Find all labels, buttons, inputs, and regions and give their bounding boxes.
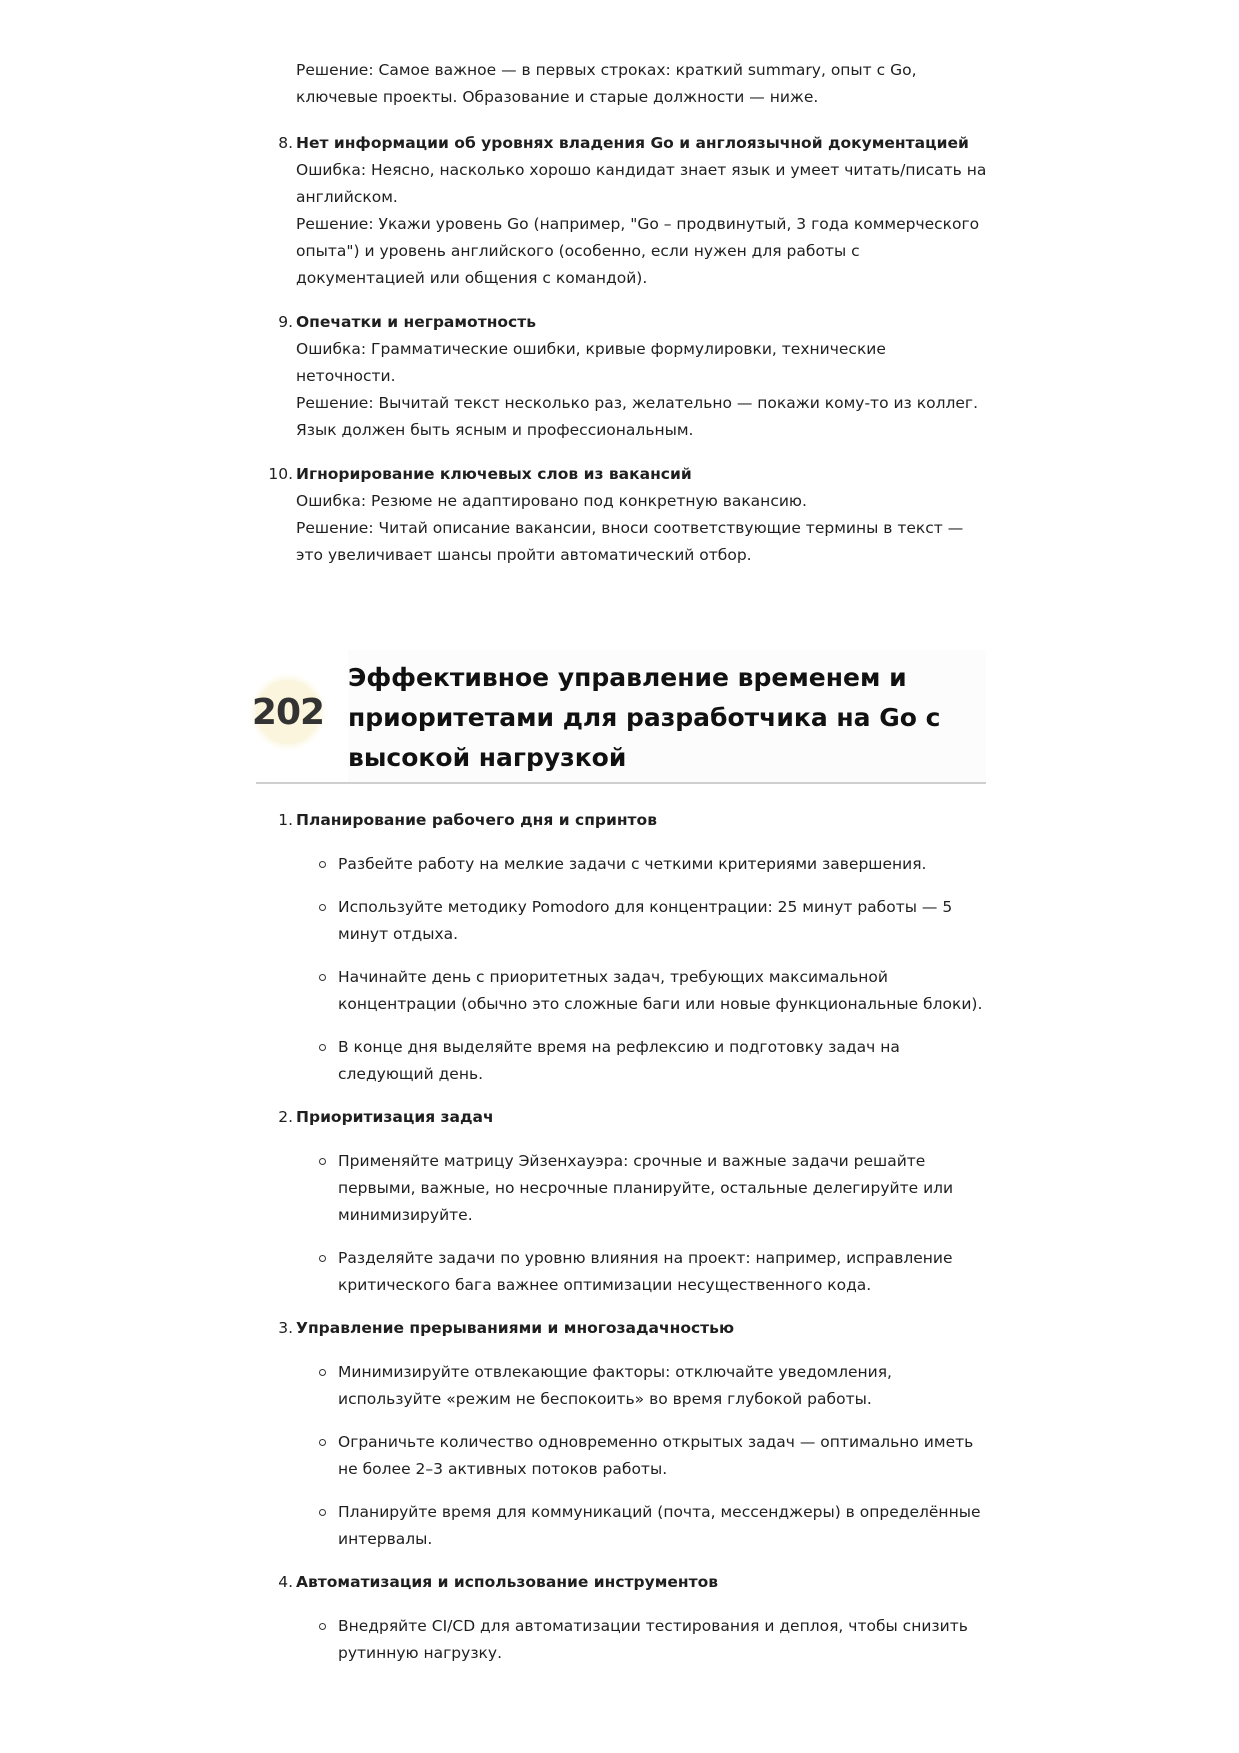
section-title: Эффективное управление временем и приоритетами для разработчика на Go с высокой нагрузкой <box>348 663 941 772</box>
item-title: Автоматизация и использование инструментов <box>296 1573 719 1591</box>
bullet-item: Разбейте работу на мелкие задачи с четкими критериями завершения. <box>338 851 988 878</box>
bullet-list <box>296 1148 988 1299</box>
previous-item-continuation: Решение: Самое важное — в первых строках: краткий summary, опыт с Go, ключевые проекты. Образование и старые должности — ниже. <box>296 61 917 106</box>
item-title: Приоритизация задач <box>296 1108 494 1126</box>
item-solution: Решение: Читай описание вакансии, вноси соответствующие термины в текст — это увеличивает шансы пройти автоматический отбор. <box>296 519 964 564</box>
list-item <box>278 807 988 1088</box>
bullet-item: Разделяйте задачи по уровню влияния на проект: например, исправление критического бага важнее оптимизации несущественного кода. <box>338 1245 988 1299</box>
item-number: 8. <box>278 134 293 152</box>
bullet-item: Начинайте день с приоритетных задач, требующих максимальной концентрации (обычно это сложные баги или новые функциональные блоки). <box>338 964 988 1018</box>
bullet-item: Применяйте матрицу Эйзенхауэра: срочные и важные задачи решайте первыми, важные, но несрочные планируйте, остальные делегируйте или минимизируйте. <box>338 1148 988 1229</box>
list-item <box>278 1569 988 1667</box>
bullet-list <box>296 1359 988 1553</box>
list-item <box>278 309 988 444</box>
bullet-item: Минимизируйте отвлекающие факторы: отключайте уведомления, используйте «режим не беспокоить» во время глубокой работы. <box>338 1359 988 1413</box>
item-error: Ошибка: Неясно, насколько хорошо кандидат знает язык и умеет читать/писать на английском. <box>296 161 987 206</box>
item-title: Игнорирование ключевых слов из вакансий <box>296 465 692 483</box>
item-error: Ошибка: Резюме не адаптировано под конкретную вакансию. <box>296 492 807 510</box>
section-number-badge: 202 <box>256 680 320 744</box>
section-header <box>251 650 986 784</box>
bullet-item: Планируйте время для коммуникаций (почта, мессенджеры) в определённые интервалы. <box>338 1499 988 1553</box>
item-title: Управление прерываниями и многозадачностью <box>296 1319 735 1337</box>
item-error: Ошибка: Грамматические ошибки, кривые формулировки, технические неточности. <box>296 340 886 385</box>
item-number: 4. <box>278 1573 293 1591</box>
item-number: 10. <box>268 465 293 483</box>
resume-mistakes-list <box>268 130 988 586</box>
item-solution: Решение: Вычитай текст несколько раз, желательно — покажи кому-то из коллег. Язык должен быть ясным и профессиональным. <box>296 394 978 439</box>
bullet-item: В конце дня выделяйте время на рефлексию и подготовку задач на следующий день. <box>338 1034 988 1088</box>
list-item <box>278 130 988 292</box>
list-item <box>278 1315 988 1553</box>
item-title: Планирование рабочего дня и спринтов <box>296 811 658 829</box>
time-management-list <box>278 807 988 1683</box>
item-title: Нет информации об уровнях владения Go и англоязычной документацией <box>296 134 969 152</box>
item-solution: Решение: Укажи уровень Go (например, "Go – продвинутый, 3 года коммерческого опыта") и уровень английского (особенно, если нужен для работы с документацией или общения с командой). <box>296 215 980 287</box>
item-number: 3. <box>278 1319 293 1337</box>
list-item <box>268 461 988 569</box>
bullet-item: Используйте методику Pomodoro для концентрации: 25 минут работы — 5 минут отдыха. <box>338 894 988 948</box>
item-number: 9. <box>278 313 293 331</box>
bullet-item: Ограничьте количество одновременно открытых задач — оптимально иметь не более 2–3 активных потоков работы. <box>338 1429 988 1483</box>
item-number: 1. <box>278 811 293 829</box>
item-number: 2. <box>278 1108 293 1126</box>
list-item <box>278 1104 988 1299</box>
bullet-list <box>296 1613 988 1667</box>
bullet-list <box>296 851 988 1088</box>
bullet-item: Внедряйте CI/CD для автоматизации тестирования и деплоя, чтобы снизить рутинную нагрузку. <box>338 1613 988 1667</box>
item-title: Опечатки и неграмотность <box>296 313 537 331</box>
